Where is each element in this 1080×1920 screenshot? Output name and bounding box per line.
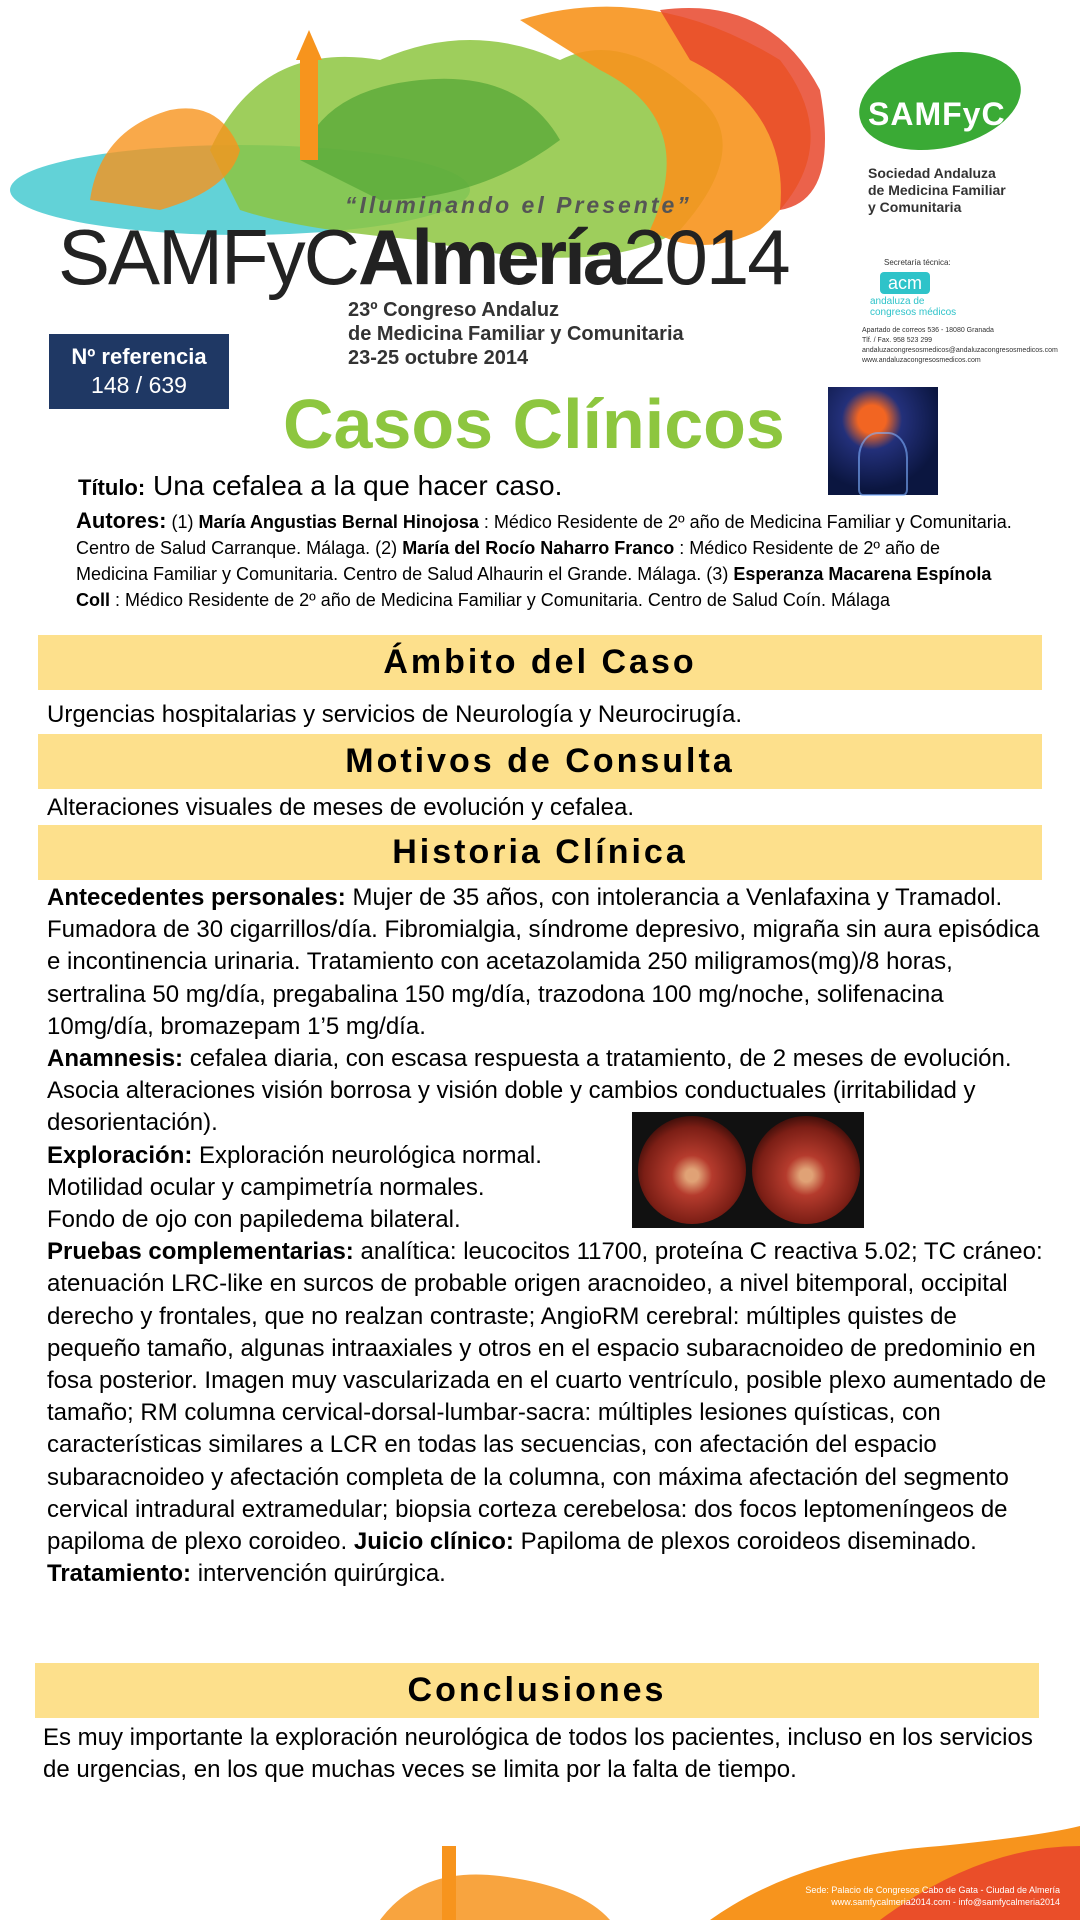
congress-info — [348, 298, 684, 370]
footer-venue — [805, 1884, 1060, 1908]
acm-sub-line: congresos médicos — [870, 307, 957, 318]
congress-line: de Medicina Familiar y Comunitaria — [348, 323, 684, 345]
event-title-samfyc: SAMFyC — [58, 213, 358, 301]
footer-line: Sede: Palacio de Congresos Cabo de Gata - Ciudad de Almería — [805, 1885, 1060, 1895]
society-line: de Medicina Familiar — [868, 182, 1006, 198]
reference-label: Nº referencia — [71, 344, 207, 369]
samfyc-logo-text: SAMFyC — [868, 96, 1006, 132]
pruebas-text: analítica: leucocitos 11700, proteína C reactiva 5.02; TC cráneo: atenuación LRC-like en surcos de probable origen aracnoideo, a nivel bitemporal, occipital derecho y frontales, que no realzan contraste; AngioRM cerebral: múltiples quistes de pequeño tamaño, algunas intraaxiales y otros en el espacio subaracnoideo de predominio en fosa posterior. Imagen muy vascularizada en el cuarto ventrículo, posible plexo aumentado de tamaño; RM columna cervical-dorsal-lumbar-sacra: múltiples lesiones quísticas, con características similares a LCR en todas las secuencias, con afectación del espacio subaracnoideo y afectación completa de la columna, con máxima afectación del segmento cervical intradural extramedular; biopsia corteza cerebelosa: dos focos leptomeníngeos de papiloma de plexo coroideo. — [47, 1238, 1047, 1556]
author-name: Esperanza Macarena Espínola Coll — [76, 564, 992, 610]
address-line: www.andaluzacongresosmedicos.com — [862, 357, 981, 364]
address-line: andaluzacongresosmedicos@andaluzacongresosmedicos.com — [862, 347, 1058, 354]
juicio-text: Papiloma de plexos coroideos diseminado. — [513, 1528, 977, 1556]
section-historia-header: Historia Clínica — [38, 825, 1042, 880]
author-text: : Médico Residente de 2º año de Medicina Familiar y Comunitaria. Centro de Salud Coín. Málaga — [110, 590, 890, 610]
address-line: Apartado de correos 536 - 18080 Granada — [862, 327, 994, 334]
fundus-left-eye — [638, 1116, 746, 1224]
anamnesis-text: cefalea diaria, con escasa respuesta a tratamiento, de 2 meses de evolución. Asocia alteraciones visión borrosa y visión doble y cambios conductuales (irritabilidad y desorientación). — [47, 1045, 1012, 1137]
author-text: : Médico Residente de 2º año de Medicina Familiar y Comunitaria. Centro de Salud Alhaurin el Grande. Málaga. (3) — [76, 538, 941, 584]
author-text: : Médico Residente de 2º año de Medicina Familiar y Comunitaria. Centro de Salud Carranque. Málaga. (2) — [76, 512, 1012, 558]
pruebas-label: Pruebas complementarias: — [47, 1238, 354, 1266]
author-name: María del Rocío Naharro Franco — [402, 538, 675, 558]
acm-logo: acm — [880, 272, 930, 294]
section-motivos-header: Motivos de Consulta — [38, 734, 1042, 789]
anamnesis-label: Anamnesis: — [47, 1045, 184, 1073]
fundus-right-eye — [752, 1116, 860, 1224]
author-text: (1) — [166, 512, 199, 532]
acm-subtitle — [870, 296, 956, 318]
exploracion-text: Motilidad ocular y campimetría normales. — [47, 1173, 485, 1201]
section-conclusiones-header: Conclusiones — [35, 1663, 1039, 1718]
event-title-almeria: Almería — [358, 213, 624, 301]
exploracion-label: Exploración: — [47, 1141, 193, 1169]
acm-sub-line: andaluza de — [870, 296, 925, 307]
ambito-text: Urgencias hospitalarias y servicios de Neurología y Neurocirugía. — [47, 701, 742, 728]
author-name: María Angustias Bernal Hinojosa — [198, 512, 479, 532]
motivos-text: Alteraciones visuales de meses de evolución y cefalea. — [47, 794, 634, 821]
antecedentes-label: Antecedentes personales: — [47, 884, 346, 911]
event-title-year: 2014 — [623, 213, 789, 301]
exploracion-text: Exploración neurológica normal. — [192, 1141, 542, 1169]
reference-box — [49, 334, 229, 409]
tratamiento-label: Tratamiento: — [47, 1560, 192, 1588]
reference-value: 148 / 639 — [91, 372, 187, 398]
page-heading: Casos Clínicos — [283, 385, 785, 463]
footer-line: www.samfycalmeria2014.com - info@samfycalmeria2014 — [831, 1897, 1060, 1907]
secretaria-address — [862, 326, 1058, 366]
historia-body — [47, 882, 1047, 1590]
header-tagline: “Iluminando el Presente” — [345, 192, 692, 218]
antecedentes-text: Mujer de 35 años, con intolerancia a Venlafaxina y Tramadol. Fumadora de 30 cigarrillos/día. Fibromialgia, síndrome depresivo, migraña sin aura episódica e incontinencia urinaria. Tratamiento con acetazolamida 250 miligramos(mg)/8 horas, sertralina 50 mg/día, pregabalina 150 mg/día, trazodona 100 mg/noche, solifenacina 10mg/día, bromazepam 1’5 mg/día. — [47, 884, 1040, 1040]
society-line: y Comunitaria — [868, 199, 962, 215]
case-title-value: Una cefalea a la que hacer caso. — [145, 470, 563, 501]
secretaria-label: Secretaría técnica: — [884, 258, 951, 267]
fundus-image — [632, 1112, 864, 1228]
congress-line: 23º Congreso Andaluz — [348, 299, 560, 321]
congress-line: 23-25 octubre 2014 — [348, 347, 529, 369]
authors — [76, 508, 1016, 613]
society-line: Sociedad Andaluza — [868, 165, 996, 181]
event-title — [58, 213, 789, 301]
case-title — [78, 470, 562, 502]
authors-label: Autores: — [76, 508, 167, 533]
address-line: Tlf. / Fax. 958 523 299 — [862, 337, 933, 344]
headache-xray-image — [828, 387, 938, 495]
case-title-label: Título: — [78, 475, 146, 500]
society-name — [868, 165, 1006, 216]
juicio-label: Juicio clínico: — [353, 1528, 514, 1556]
exploracion-text: Fondo de ojo con papiledema bilateral. — [47, 1206, 461, 1234]
tratamiento-text: intervención quirúrgica. — [191, 1560, 446, 1588]
section-ambito-header: Ámbito del Caso — [38, 635, 1042, 690]
conclusiones-text: Es muy importante la exploración neurológica de todos los pacientes, incluso en los servicios de urgencias, en los que muchas veces se limita por la falta de tiempo. — [43, 1724, 1033, 1783]
